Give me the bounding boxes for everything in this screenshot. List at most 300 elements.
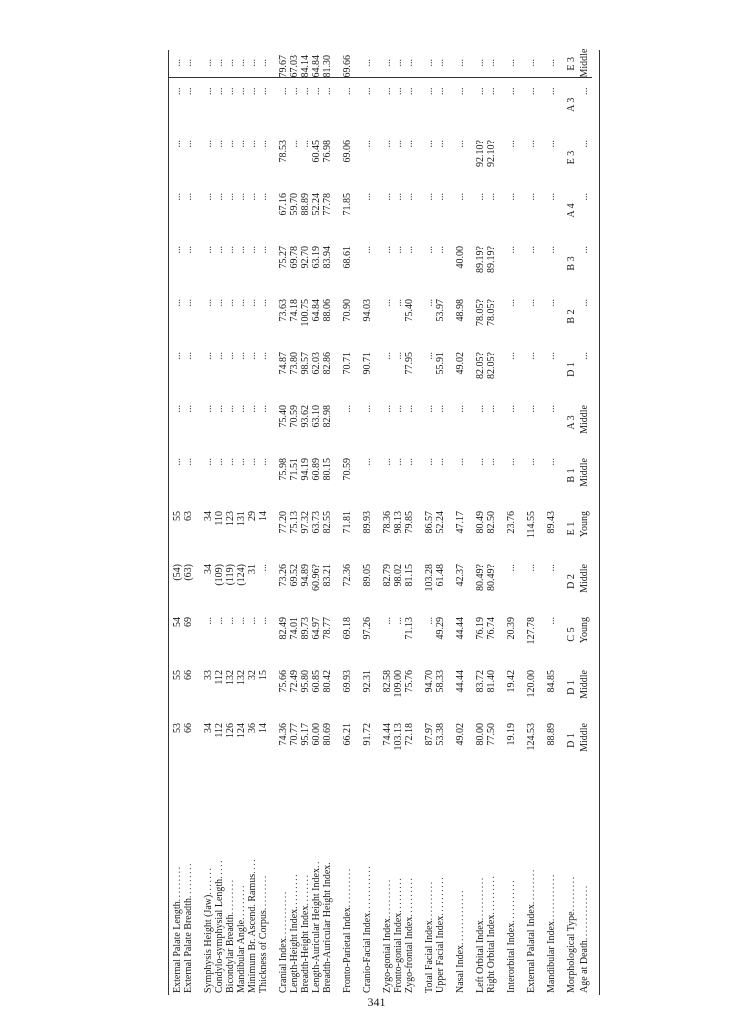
table-cell: ... [225,50,236,78]
table-cell: 23.76 [506,511,517,534]
table-cell: ... [247,405,258,413]
table-cell: 70.59 [289,405,300,428]
table-cell: ... [382,246,393,254]
table-row [269,50,289,995]
table-cell: 74.36 [278,723,289,746]
table-row [214,50,225,995]
table-cell: ... [278,87,289,95]
table-cell: ... [382,405,393,413]
table-row [486,50,497,995]
table-cell: 131 [236,511,247,526]
table-cell: 60.89 [311,458,322,481]
table-cell: ... [258,140,269,148]
table-cell: 89.43 [546,511,557,534]
row-label-text: Cranial Index [278,938,289,993]
table-cell: ... [486,405,497,413]
row-label [435,767,446,995]
table-cell: 124.53 [526,723,537,751]
table-cell: ... [183,140,194,148]
leader-dots: ......... [172,865,183,902]
table-cell: 95.80 [300,670,311,693]
table-row [497,50,517,995]
table-cell: 114.55 [526,511,537,539]
table-cell: 88.06 [322,299,333,322]
table-cell: 82.79 [382,564,393,587]
row-label-text: External Palate Breadth [183,898,194,993]
row-label [269,767,289,995]
leader-dots: ..... [214,858,225,879]
table-cell: A 4 [566,203,577,218]
leader-dots: .......... [382,878,393,919]
table-cell: Middle [579,723,590,752]
table-row [466,50,486,995]
table-cell: 124 [236,723,247,738]
table-cell: ... [537,50,557,78]
row-label [333,767,353,995]
table-cell: 64.84 [311,299,322,322]
table-cell: (119) [225,564,236,586]
table-cell: ... [455,140,466,148]
table-cell: ... [506,140,517,148]
table-cell: ... [579,352,590,360]
table-cell: ... [404,405,415,413]
table-cell: 52.24 [435,511,446,534]
table-cell: 77.20 [278,511,289,534]
table-cell: 127.78 [526,617,537,645]
table-cell: 71.13 [404,617,415,640]
table-cell: (54) [172,564,183,581]
table-cell: 94.70 [424,670,435,693]
table-cell: 33 [203,670,214,680]
table-cell: D 1 [566,362,577,377]
table-cell: ... [225,299,236,307]
table-cell: 72.49 [289,670,300,693]
table-cell: D 1 [566,733,577,748]
table-cell: 80.49? [475,564,486,591]
row-label [225,767,236,995]
table-row [300,50,311,995]
table-cell: 34 [203,723,214,733]
table-cell: 92.10? [486,140,497,167]
table-cell: ... [300,140,311,148]
table-cell: 77.78 [322,193,333,216]
table-cell: ... [455,405,466,413]
table-cell: E 3 [566,150,577,165]
table-cell: ... [526,299,537,307]
table-cell: ... [236,458,247,466]
table-cell: ... [506,246,517,254]
table-row [289,50,300,995]
table-cell: 89.73 [300,617,311,640]
row-label-text: Total Facial Index [424,920,435,993]
table-row [225,50,236,995]
table-cell: ... [546,140,557,148]
table-cell: ... [203,193,214,201]
table-cell: ... [393,352,404,360]
table-cell: ... [236,617,247,625]
leader-dots: ........... [475,876,486,921]
table-cell: 81.30 [322,50,333,78]
table-cell: ... [546,299,557,307]
table-cell: ... [183,246,194,254]
table-cell: ... [362,87,373,95]
table-cell: ... [404,193,415,201]
table-cell: 67.03 [289,50,300,78]
table-cell: ... [382,87,393,95]
table-cell: Young [579,511,590,538]
table-row [194,50,214,995]
table-cell: ... [203,617,214,625]
table-cell: 63.10 [311,405,322,428]
table-cell: ... [172,246,183,254]
table-cell: ... [486,193,497,201]
table-cell: 78.53 [278,140,289,163]
table-cell: ... [404,246,415,254]
table-cell: 63.19 [311,246,322,269]
table-cell: 94.03 [362,299,373,322]
table-cell: Middle [579,405,590,434]
table-row [183,50,194,995]
table-cell: ... [435,87,446,95]
table-cell: 72.36 [342,564,353,587]
table-cell: 92.31 [362,670,373,693]
leader-dots: .............. [579,884,590,941]
table-cell: 84.85 [546,670,557,693]
table-cell: Middle [579,564,590,593]
table-cell: ... [258,564,269,572]
table-cell: 70.59 [342,458,353,481]
table-cell: ... [546,458,557,466]
table-cell: 58.33 [435,670,446,693]
table-cell: 77.50 [486,723,497,746]
table-row [236,50,247,995]
table-cell: 112 [214,670,225,685]
table-cell: ... [424,352,435,360]
table-cell: ... [362,246,373,254]
table-cell: ... [258,352,269,360]
table-cell: 97.26 [362,617,373,640]
table-cell: ... [203,299,214,307]
table-cell: ... [435,140,446,148]
table-cell: ... [342,405,353,413]
table-cell: ... [247,352,258,360]
table-cell: ... [214,50,225,78]
table-cell: 19.19 [506,723,517,746]
row-label [214,767,225,995]
table-cell: ... [362,193,373,201]
table-cell: 81.15 [404,564,415,587]
table-cell: 49.29 [435,617,446,640]
table-cell: ... [172,140,183,148]
table-row [247,50,258,995]
table-cell: 126 [225,723,236,738]
table-row [393,50,404,995]
row-label-text: Age at Death [579,940,590,993]
table-cell: 55 [172,670,183,680]
row-label-text: Cranio-Facial Index [362,912,373,993]
row-label-text: Length-Height Index [289,908,300,993]
table-cell: 40.00 [455,246,466,269]
table-cell: ... [475,405,486,413]
table-cell: ... [225,458,236,466]
row-label-text: Minimum Br. Ascend. Ramus [247,873,258,993]
table-cell: ... [546,564,557,572]
table-cell: ... [183,87,194,95]
table-cell: ... [247,50,258,78]
table-cell: ... [247,87,258,95]
table-cell: D 1 [566,680,577,695]
table-cell: ... [506,87,517,95]
table-cell: 109.00 [393,670,404,698]
table-cell: 15 [258,670,269,680]
table-cell: ... [393,246,404,254]
table-cell: 70.90 [342,299,353,322]
leader-dots: ............ [362,864,373,913]
table-cell: ... [236,352,247,360]
table-cell: 69.66 [333,50,353,78]
table-cell: 53.38 [435,723,446,746]
row-label-text: Zygo-gonial Index [382,918,393,993]
row-label [557,767,579,995]
table-cell: 83.94 [322,246,333,269]
table-cell: ... [579,140,590,148]
table-cell: ... [455,458,466,466]
table-cell: ... [546,193,557,201]
table-cell: ... [311,87,322,95]
table-cell: 42.37 [455,564,466,587]
leader-dots: .......... [404,876,415,917]
table-cell: Young [579,617,590,644]
table-cell: 88.89 [546,723,557,746]
table-cell: ... [486,458,497,466]
table-cell: 44.44 [455,617,466,640]
table-cell: 66 [183,723,194,733]
table-cell: 95.17 [300,723,311,746]
table-cell: 86.57 [424,511,435,534]
table-cell: ... [486,87,497,95]
row-label [300,767,311,995]
row-label-text: Fronto-gonial Index [393,912,404,993]
table-cell: 91.72 [362,723,373,746]
table-cell: ... [362,140,373,148]
leader-dots: ........... [506,878,517,923]
row-label [537,767,557,995]
table-cell: ... [506,193,517,201]
table-cell: ... [258,87,269,95]
table-cell: 55.91 [435,352,446,375]
table-cell: B 2 [566,309,577,324]
table-cell: ... [424,299,435,307]
table-cell: ... [546,352,557,360]
table-cell: 89.19? [475,246,486,273]
table-cell: ... [214,617,225,625]
row-label-text: Nasal Index [455,944,466,993]
table-cell: 74.01 [289,617,300,640]
table-cell: 80.49 [475,511,486,534]
table-cell: ... [203,405,214,413]
table-cell: 53 [172,723,183,733]
table-cell: ... [486,50,497,78]
table-cell: 60.00 [311,723,322,746]
table-cell: ... [404,140,415,148]
leader-dots: ......... [183,862,194,899]
table-cell: ... [415,50,435,78]
leader-dots: ....... [203,866,214,895]
table-cell: ... [203,246,214,254]
page-number: 341 [367,995,386,1009]
table-cell: 61.48 [435,564,446,587]
table-cell: ... [236,193,247,201]
row-label-text: Morphological Type [566,911,577,993]
table-cell: ... [258,458,269,466]
row-label-text: Breadth-Auricular Height Index [322,864,333,993]
row-label-text: Mandibular Angle [236,919,247,993]
table-cell: ... [203,140,214,148]
table-cell: ... [214,87,225,95]
table-cell: ... [435,50,446,78]
table-cell: 80.42 [322,670,333,693]
table-cell: 66.21 [342,723,353,746]
table-cell: 36 [247,723,258,733]
table-cell: ... [424,458,435,466]
table-cell: ... [424,193,435,201]
table-cell: ... [225,246,236,254]
table-row [311,50,322,995]
table-cell: 89.19? [486,246,497,273]
table-cell: ... [435,458,446,466]
row-label [446,767,466,995]
table-cell: C 5 [566,627,577,642]
table-cell: B 3 [566,256,577,271]
table-cell: ... [214,246,225,254]
table-cell: 49.02 [455,352,466,375]
table-row [404,50,415,995]
leader-dots: .......... [486,874,497,915]
table-cell: ... [506,299,517,307]
row-label [466,767,486,995]
table-cell: 76.19 [475,617,486,640]
row-label-text: Mandibular Index [546,921,557,993]
table-row [322,50,333,995]
measurement-table [168,50,592,995]
table-cell: 20.39 [506,617,517,640]
table-cell: ... [225,140,236,148]
table-cell: ... [203,458,214,466]
table-cell: ... [225,352,236,360]
table-cell: ... [236,140,247,148]
table-cell: ... [393,87,404,95]
table-cell: 75.66 [278,670,289,693]
table-cell: 132 [236,670,247,685]
table-cell: 80.15 [322,458,333,481]
table-cell: ... [172,458,183,466]
leader-dots: .......... [435,875,446,916]
table-cell: ... [506,405,517,413]
table-body [168,50,592,995]
table-cell: 76.98 [322,140,333,163]
table-cell: 81.40 [486,670,497,693]
table-cell: E 1 [566,521,577,536]
table-cell: ... [382,352,393,360]
table-cell: 98.02 [393,564,404,587]
table-cell: 14 [258,511,269,521]
table-cell: ... [247,458,258,466]
table-row [373,50,393,995]
table-row [415,50,435,995]
table-row [435,50,446,995]
row-label-text: External Palatal Index [526,904,537,993]
table-cell: ... [258,405,269,413]
table-cell: ... [236,299,247,307]
table-cell: 69.06 [342,140,353,163]
table-cell: D 2 [566,574,577,589]
row-label-text: Thickness of Corpus [258,910,269,993]
row-label-text: Bicondylar Breadth [225,914,236,993]
table-cell: ... [382,193,393,201]
table-cell: ... [214,458,225,466]
table-cell: 75.76 [404,670,415,693]
table-cell: 72.18 [404,723,415,746]
table-cell: ... [214,193,225,201]
table-cell: ... [203,87,214,95]
table-cell: ... [183,299,194,307]
table-cell: 82.05? [486,352,497,379]
table-cell: 69 [183,617,194,627]
row-label-text: Interorbital Index [506,922,517,993]
table-cell: 94.89 [300,564,311,587]
table-cell: ... [214,352,225,360]
row-label-text: External Palate Length [172,901,183,993]
table-cell: ... [424,87,435,95]
table-cell: ... [322,87,333,95]
row-label [289,767,300,995]
table-cell: 32 [247,670,258,680]
table-cell: ... [225,87,236,95]
table-cell: 82.98 [322,405,333,428]
table-cell: ... [362,458,373,466]
table-cell: ... [393,193,404,201]
table-cell: 103.28 [424,564,435,592]
table-cell: ... [506,564,517,572]
table-cell: 82.05? [475,352,486,379]
row-label [486,767,497,995]
table-cell: 82.86 [322,352,333,375]
row-label-text: Upper Facial Index [435,915,446,993]
table-cell: ... [404,50,415,78]
table-cell: 69.52 [289,564,300,587]
table-cell: 64.97 [311,617,322,640]
table-row [258,50,269,995]
table-cell: ... [526,564,537,572]
table-cell: ... [172,352,183,360]
leader-dots: ......... [225,878,236,915]
table-cell: ... [362,405,373,413]
table-cell: ... [393,50,404,78]
table-cell: 70.77 [289,723,300,746]
table-cell: 120.00 [526,670,537,698]
table-cell: ... [247,193,258,201]
table-cell: 92.70 [300,246,311,269]
table-cell: 62.03 [311,352,322,375]
table-cell: ... [546,617,557,625]
table-cell: Middle [579,670,590,699]
table-cell: ... [393,405,404,413]
table-cell: 73.63 [278,299,289,322]
table-cell: 74.44 [382,723,393,746]
table-cell: 71.85 [342,193,353,216]
table-cell: ... [373,50,393,78]
table-cell: 54 [172,617,183,627]
